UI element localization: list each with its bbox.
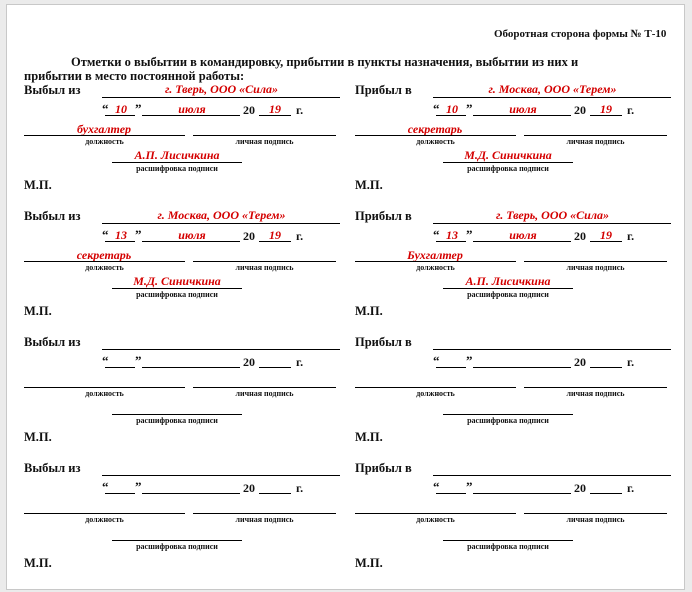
arrived-stamp-label: М.П. [355, 304, 383, 318]
departed-day-line [105, 367, 135, 368]
departed-day-line [105, 241, 135, 242]
departed-year-line [259, 241, 291, 242]
departed-name-line [112, 540, 242, 541]
arrived-position-caption: должность [416, 389, 455, 398]
arrived-position-caption: должность [416, 263, 455, 272]
arrived-position-line [355, 387, 516, 388]
arrived-year-line [590, 241, 622, 242]
departed-year-value[interactable]: 19 [269, 102, 281, 116]
departed-label: Выбыл из [24, 83, 81, 97]
departed-year-line [259, 493, 291, 494]
departed-position-value[interactable]: бухгалтер [76, 122, 132, 136]
arrived-place-line [433, 97, 671, 98]
departed-stamp-label: М.П. [24, 556, 52, 570]
departed-label: Выбыл из [24, 461, 81, 475]
arrived-close-quote: ” [466, 479, 473, 494]
arrived-signature-line[interactable] [524, 513, 667, 514]
form-t10-back-side [6, 4, 685, 590]
arrived-month-line [473, 367, 571, 368]
departed-day-value[interactable]: 10 [115, 102, 127, 116]
arrived-name-caption: расшифровка подписи [467, 542, 549, 551]
departed-close-quote: ” [135, 353, 142, 368]
departed-place-line [102, 223, 340, 224]
arrived-year-line [590, 493, 622, 494]
departed-day-line [105, 115, 135, 116]
arrived-close-quote: ” [466, 227, 473, 242]
departed-position-caption: должность [85, 515, 124, 524]
arrived-year-prefix: 20 [574, 481, 586, 495]
departed-year-suffix: г. [296, 103, 304, 117]
departed-day-value[interactable]: 13 [115, 228, 127, 242]
departed-position-caption: должность [85, 137, 124, 146]
arrived-year-prefix: 20 [574, 103, 586, 117]
heading-line-1: Отметки о выбытии в командировку, прибытии в пункты назначения, выбытии из них и [71, 55, 579, 69]
arrived-place-line [433, 223, 671, 224]
departed-month-value[interactable]: июля [178, 228, 206, 242]
arrived-year-suffix: г. [627, 481, 635, 495]
arrived-open-quote: “ [433, 101, 440, 116]
departed-month-value[interactable]: июля [178, 102, 206, 116]
departed-position-value[interactable]: секретарь [76, 248, 132, 262]
departed-open-quote: “ [102, 353, 109, 368]
arrived-label: Прибыл в [355, 83, 412, 97]
arrived-day-value[interactable]: 13 [446, 228, 458, 242]
arrived-name-caption: расшифровка подписи [467, 290, 549, 299]
arrived-position-line [355, 513, 516, 514]
arrived-place-line [433, 349, 671, 350]
arrived-name-line [443, 414, 573, 415]
arrived-name-value[interactable]: М.Д. Синичкина [464, 148, 552, 162]
arrived-signature-line[interactable] [524, 387, 667, 388]
departed-signature-line[interactable] [193, 387, 336, 388]
arrived-place-value[interactable]: г. Москва, ООО «Терем» [488, 82, 617, 96]
departed-signature-line[interactable] [193, 261, 336, 262]
departed-position-line [24, 513, 185, 514]
arrived-stamp-label: М.П. [355, 178, 383, 192]
arrived-open-quote: “ [433, 479, 440, 494]
departed-year-value[interactable]: 19 [269, 228, 281, 242]
departed-name-caption: расшифровка подписи [136, 164, 218, 173]
departed-close-quote: ” [135, 479, 142, 494]
departed-year-prefix: 20 [243, 103, 255, 117]
departed-year-prefix: 20 [243, 355, 255, 369]
departed-open-quote: “ [102, 479, 109, 494]
arrived-year-line [590, 367, 622, 368]
departed-name-value[interactable]: М.Д. Синичкина [133, 274, 221, 288]
departed-position-caption: должность [85, 263, 124, 272]
departed-name-caption: расшифровка подписи [136, 416, 218, 425]
departed-stamp-label: М.П. [24, 178, 52, 192]
departed-year-prefix: 20 [243, 229, 255, 243]
arrived-open-quote: “ [433, 353, 440, 368]
departed-year-suffix: г. [296, 481, 304, 495]
arrived-signature-line[interactable] [524, 135, 667, 136]
departed-open-quote: “ [102, 227, 109, 242]
departed-year-prefix: 20 [243, 481, 255, 495]
departed-signature-line[interactable] [193, 513, 336, 514]
arrived-signature-caption: личная подпись [566, 515, 625, 524]
departed-signature-caption: личная подпись [235, 137, 294, 146]
arrived-position-line [355, 261, 516, 262]
arrived-open-quote: “ [433, 227, 440, 242]
departed-name-caption: расшифровка подписи [136, 290, 218, 299]
arrived-close-quote: ” [466, 353, 473, 368]
arrived-name-value[interactable]: А.П. Лисичкина [465, 274, 551, 288]
departed-position-caption: должность [85, 389, 124, 398]
arrived-day-line [436, 493, 466, 494]
arrived-name-caption: расшифровка подписи [467, 416, 549, 425]
departed-place-line [102, 349, 340, 350]
arrived-month-line [473, 241, 571, 242]
arrived-stamp-label: М.П. [355, 430, 383, 444]
arrived-name-line [443, 540, 573, 541]
arrived-day-line [436, 115, 466, 116]
arrived-year-suffix: г. [627, 229, 635, 243]
departed-day-line [105, 493, 135, 494]
arrived-year-value[interactable]: 19 [600, 228, 612, 242]
departed-month-line [142, 493, 240, 494]
arrived-stamp-label: М.П. [355, 556, 383, 570]
departed-year-suffix: г. [296, 355, 304, 369]
departed-stamp-label: М.П. [24, 304, 52, 318]
departed-place-line [102, 475, 340, 476]
arrived-day-value[interactable]: 10 [446, 102, 458, 116]
arrived-close-quote: ” [466, 101, 473, 116]
departed-month-line [142, 241, 240, 242]
departed-name-caption: расшифровка подписи [136, 542, 218, 551]
arrived-month-value[interactable]: июля [509, 102, 537, 116]
departed-year-suffix: г. [296, 229, 304, 243]
arrived-day-line [436, 367, 466, 368]
departed-stamp-label: М.П. [24, 430, 52, 444]
arrived-position-caption: должность [416, 137, 455, 146]
arrived-position-value[interactable]: секретарь [407, 122, 463, 136]
arrived-label: Прибыл в [355, 209, 412, 223]
arrived-position-value[interactable]: Бухгалтер [407, 248, 463, 262]
departed-label: Выбыл из [24, 335, 81, 349]
arrived-signature-caption: личная подпись [566, 137, 625, 146]
arrived-year-prefix: 20 [574, 229, 586, 243]
arrived-month-line [473, 115, 571, 116]
departed-name-value[interactable]: А.П. Лисичкина [134, 148, 220, 162]
departed-name-line [112, 288, 242, 289]
departed-name-line [112, 162, 242, 163]
departed-close-quote: ” [135, 227, 142, 242]
departed-year-line [259, 367, 291, 368]
arrived-year-suffix: г. [627, 103, 635, 117]
departed-place-line [102, 97, 340, 98]
arrived-position-caption: должность [416, 515, 455, 524]
arrived-year-prefix: 20 [574, 355, 586, 369]
arrived-signature-caption: личная подпись [566, 389, 625, 398]
departed-position-line [24, 135, 185, 136]
departed-open-quote: “ [102, 101, 109, 116]
departed-year-line [259, 115, 291, 116]
departed-position-line [24, 387, 185, 388]
arrived-year-value[interactable]: 19 [600, 102, 612, 116]
departed-name-line [112, 414, 242, 415]
arrived-label: Прибыл в [355, 461, 412, 475]
arrived-month-value[interactable]: июля [509, 228, 537, 242]
arrived-place-value[interactable]: г. Тверь, ООО «Сила» [495, 208, 610, 222]
arrived-position-line [355, 135, 516, 136]
departed-label: Выбыл из [24, 209, 81, 223]
departed-month-line [142, 115, 240, 116]
heading-line-2: прибытии в место постоянной работы: [24, 69, 245, 83]
departed-signature-caption: личная подпись [235, 263, 294, 272]
form-title: Оборотная сторона формы № Т-10 [494, 28, 667, 40]
departed-position-line [24, 261, 185, 262]
arrived-signature-line[interactable] [524, 261, 667, 262]
departed-month-line [142, 367, 240, 368]
departed-signature-caption: личная подпись [235, 389, 294, 398]
arrived-year-suffix: г. [627, 355, 635, 369]
departed-signature-line[interactable] [193, 135, 336, 136]
departed-place-value[interactable]: г. Москва, ООО «Терем» [157, 208, 286, 222]
arrived-day-line [436, 241, 466, 242]
departed-close-quote: ” [135, 101, 142, 116]
arrived-place-line [433, 475, 671, 476]
arrived-label: Прибыл в [355, 335, 412, 349]
arrived-signature-caption: личная подпись [566, 263, 625, 272]
departed-place-value[interactable]: г. Тверь, ООО «Сила» [164, 82, 279, 96]
arrived-year-line [590, 115, 622, 116]
departed-signature-caption: личная подпись [235, 515, 294, 524]
arrived-name-line [443, 162, 573, 163]
arrived-name-line [443, 288, 573, 289]
arrived-name-caption: расшифровка подписи [467, 164, 549, 173]
arrived-month-line [473, 493, 571, 494]
